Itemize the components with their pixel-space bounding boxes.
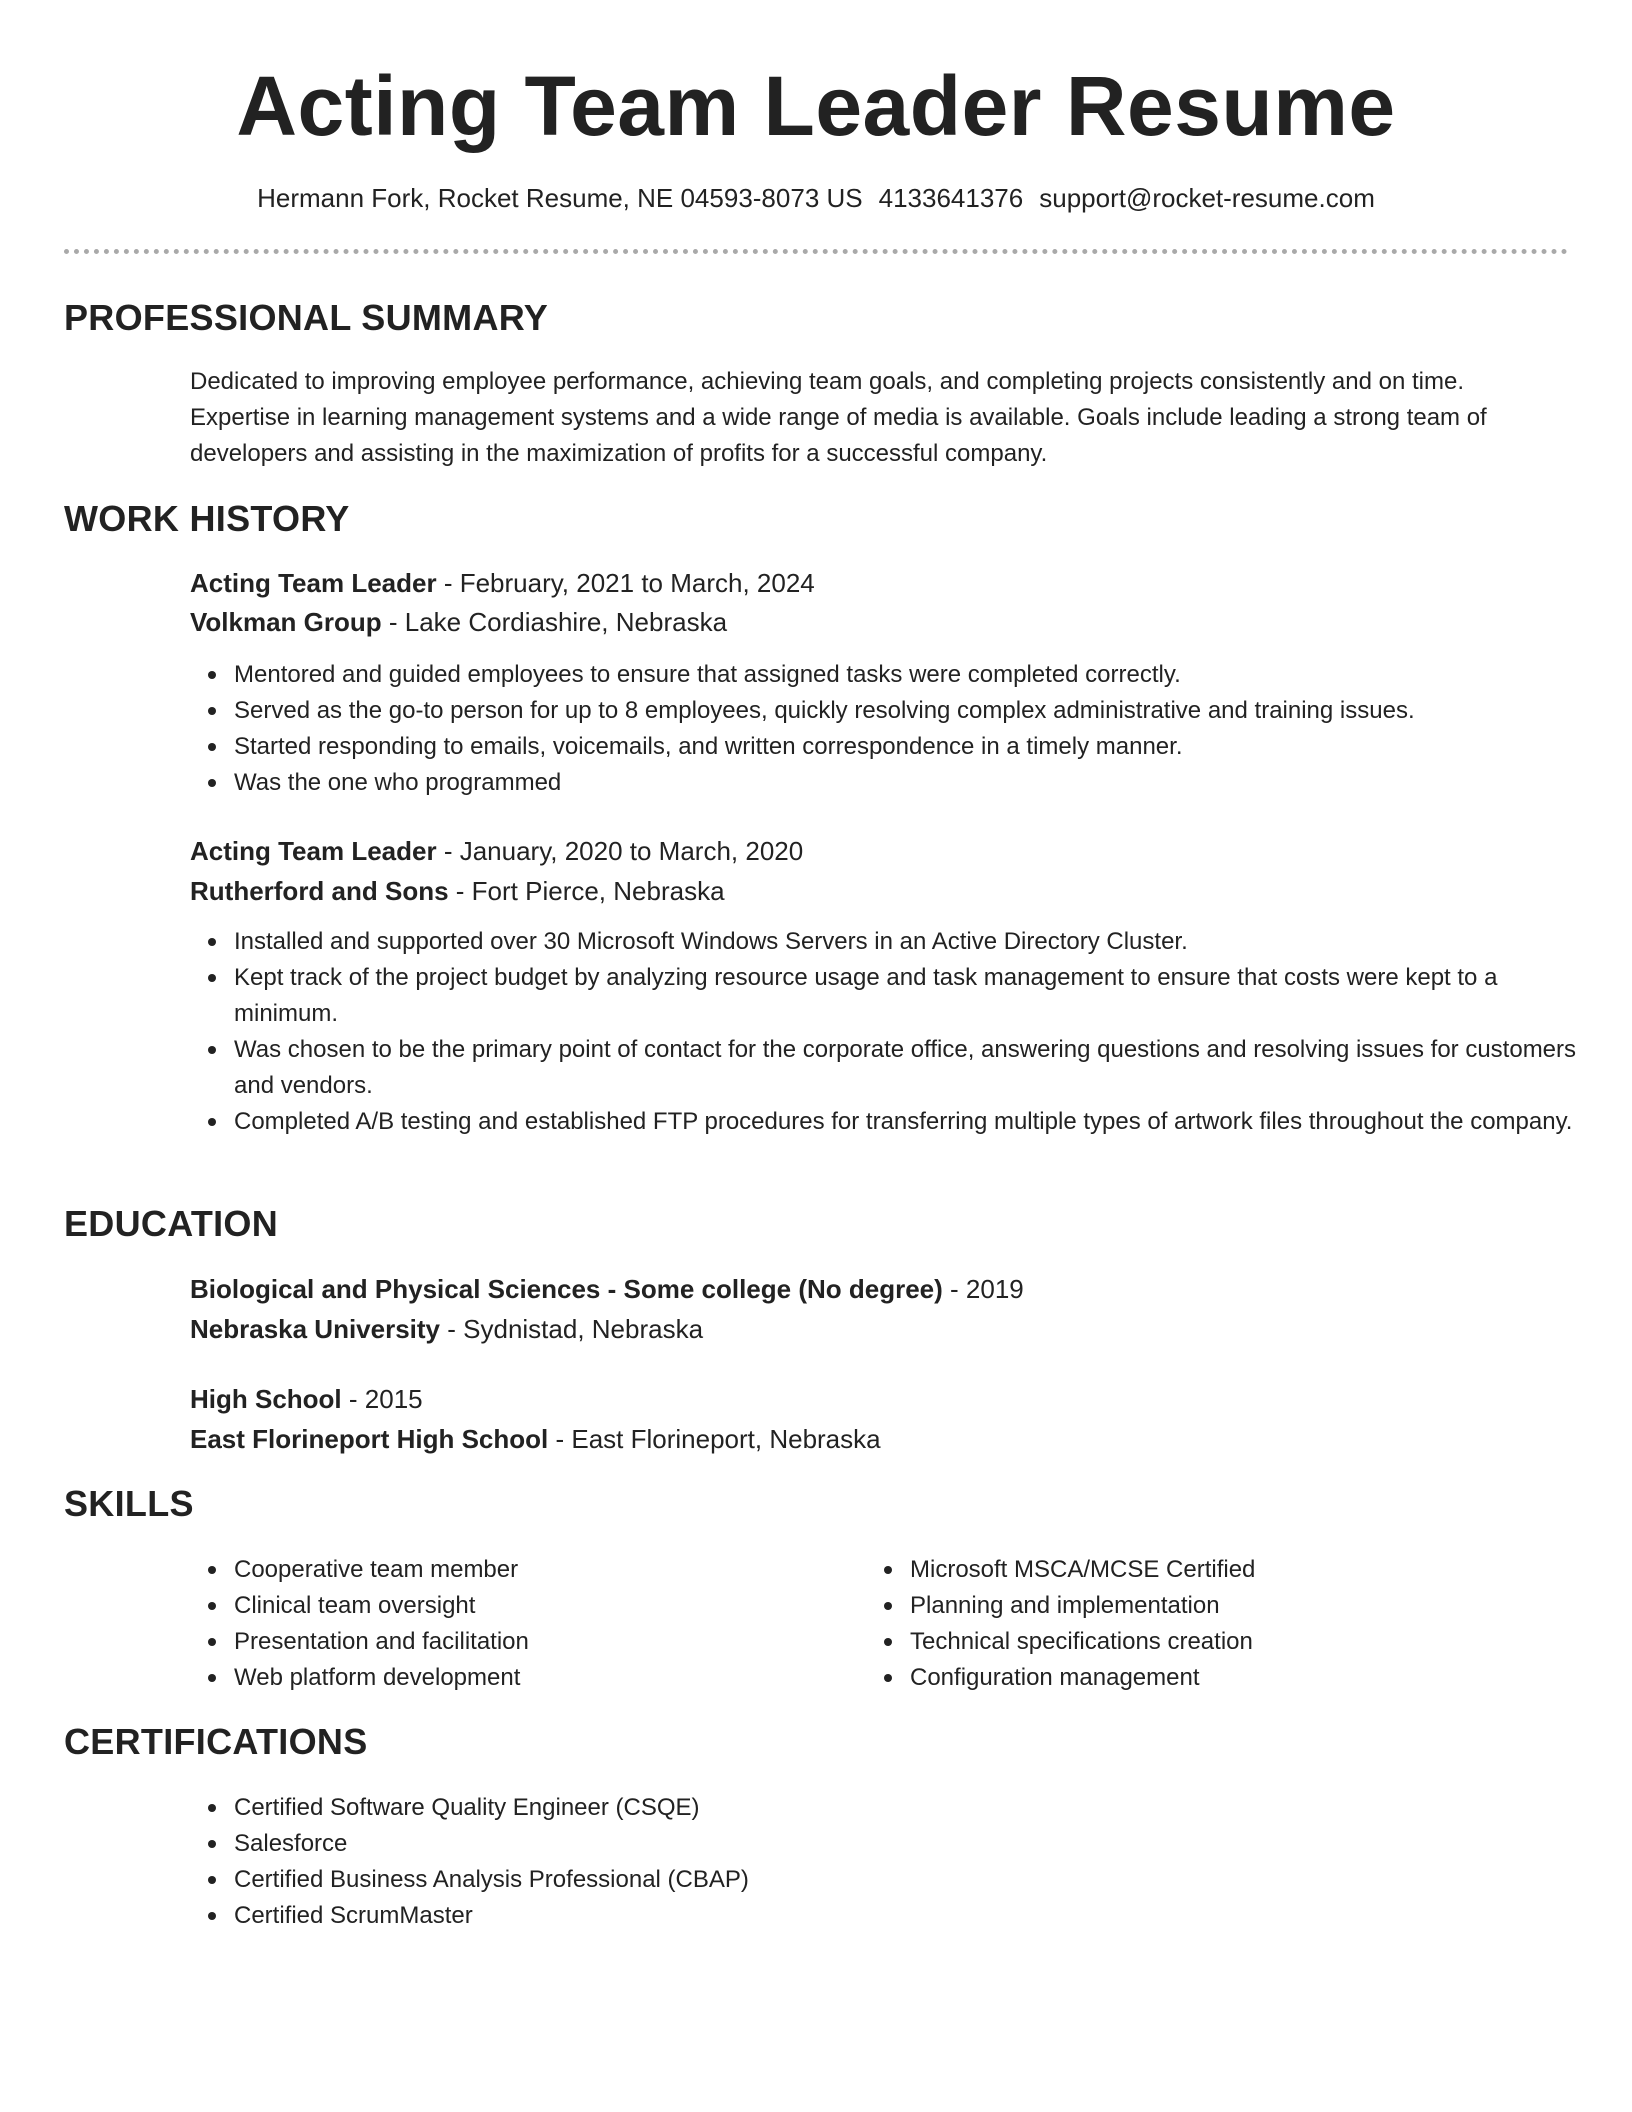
- skills-heading: SKILLS: [64, 1483, 194, 1524]
- job-title: Acting Team Leader: [190, 568, 437, 598]
- list-item: Started responding to emails, voicemails, and written correspondence in a timely manner.: [234, 729, 1594, 765]
- education-degree: High School: [190, 1384, 342, 1414]
- job-company: Volkman Group: [190, 607, 382, 637]
- list-item: Cooperative team member: [234, 1552, 1594, 1588]
- page-title: Acting Team Leader Resume: [236, 59, 1396, 153]
- job-location: - Fort Pierce, Nebraska: [448, 876, 725, 906]
- education-school-line: [190, 1420, 1550, 1458]
- list-item: Configuration management: [910, 1660, 1632, 1696]
- job-company: Rutherford and Sons: [190, 876, 449, 906]
- work-heading: WORK HISTORY: [64, 498, 350, 539]
- education-year: - 2019: [942, 1274, 1024, 1304]
- job-bullets: [190, 924, 1594, 1140]
- skills-list-right: [866, 1552, 1632, 1696]
- list-item: Clinical team oversight: [234, 1588, 1594, 1624]
- list-item: Mentored and guided employees to ensure that assigned tasks were completed correctly.: [234, 657, 1594, 693]
- job-title-line: [190, 564, 1550, 602]
- job-location: - Lake Cordiashire, Nebraska: [381, 607, 728, 637]
- education-school-line: [190, 1310, 1550, 1348]
- list-item: Microsoft MSCA/MCSE Certified: [910, 1552, 1632, 1588]
- list-item: Technical specifications creation: [910, 1624, 1632, 1660]
- contact-phone: 4133641376: [878, 183, 1024, 213]
- education-school: Nebraska University: [190, 1314, 441, 1344]
- list-item: Planning and implementation: [910, 1588, 1632, 1624]
- education-degree-line: [190, 1380, 1550, 1418]
- list-item: Served as the go-to person for up to 8 employees, quickly resolving complex administrative and training issues.: [234, 693, 1594, 729]
- list-item: Certified Business Analysis Professional (CBAP): [234, 1862, 1594, 1898]
- job-company-line: [190, 603, 1550, 641]
- job-dates: - February, 2021 to March, 2024: [436, 568, 815, 598]
- list-item: Certified ScrumMaster: [234, 1898, 1594, 1934]
- certifications-list: [190, 1790, 1594, 1934]
- education-degree: Biological and Physical Sciences - Some college (No degree): [190, 1274, 943, 1304]
- list-item: Certified Software Quality Engineer (CSQE): [234, 1790, 1594, 1826]
- job-company-line: [190, 872, 1550, 910]
- education-year: - 2015: [341, 1384, 423, 1414]
- contact-address: Hermann Fork, Rocket Resume, NE 04593-8073 US: [257, 183, 863, 213]
- job-title-line: [190, 832, 1550, 870]
- list-item: Web platform development: [234, 1660, 1594, 1696]
- education-location: - East Florineport, Nebraska: [548, 1424, 881, 1454]
- list-item: Presentation and facilitation: [234, 1624, 1594, 1660]
- list-item: Was the one who programmed: [234, 765, 1594, 801]
- job-bullets: [190, 657, 1594, 801]
- contact-email: support@rocket-resume.com: [1039, 183, 1375, 213]
- education-location: - Sydnistad, Nebraska: [440, 1314, 704, 1344]
- job-title: Acting Team Leader: [190, 836, 437, 866]
- list-item: Completed A/B testing and established FTP procedures for transferring multiple types of artwork files throughout the company.: [234, 1104, 1594, 1140]
- list-item: Salesforce: [234, 1826, 1594, 1862]
- education-degree-line: [190, 1270, 1550, 1308]
- certifications-heading: CERTIFICATIONS: [64, 1721, 368, 1762]
- education-heading: EDUCATION: [64, 1203, 279, 1244]
- list-item: Was chosen to be the primary point of contact for the corporate office, answering questions and resolving issues for customers and vendors.: [234, 1032, 1594, 1104]
- job-dates: - January, 2020 to March, 2020: [436, 836, 804, 866]
- contact-line: [0, 180, 1632, 216]
- summary-text: Dedicated to improving employee performance, achieving team goals, and completing projects consistently and on time. Expertise in learning management systems and a wide range of media is available. Goals include leading a strong team of developers and assisting in the maximization of profits for a successful company.: [190, 368, 1487, 467]
- list-item: Kept track of the project budget by analyzing resource usage and task management to ensure that costs were kept to a minimum.: [234, 960, 1594, 1032]
- header-divider: [64, 249, 1568, 254]
- list-item: Installed and supported over 30 Microsoft Windows Servers in an Active Directory Cluster.: [234, 924, 1594, 960]
- education-school: East Florineport High School: [190, 1424, 549, 1454]
- summary-heading: PROFESSIONAL SUMMARY: [64, 297, 549, 338]
